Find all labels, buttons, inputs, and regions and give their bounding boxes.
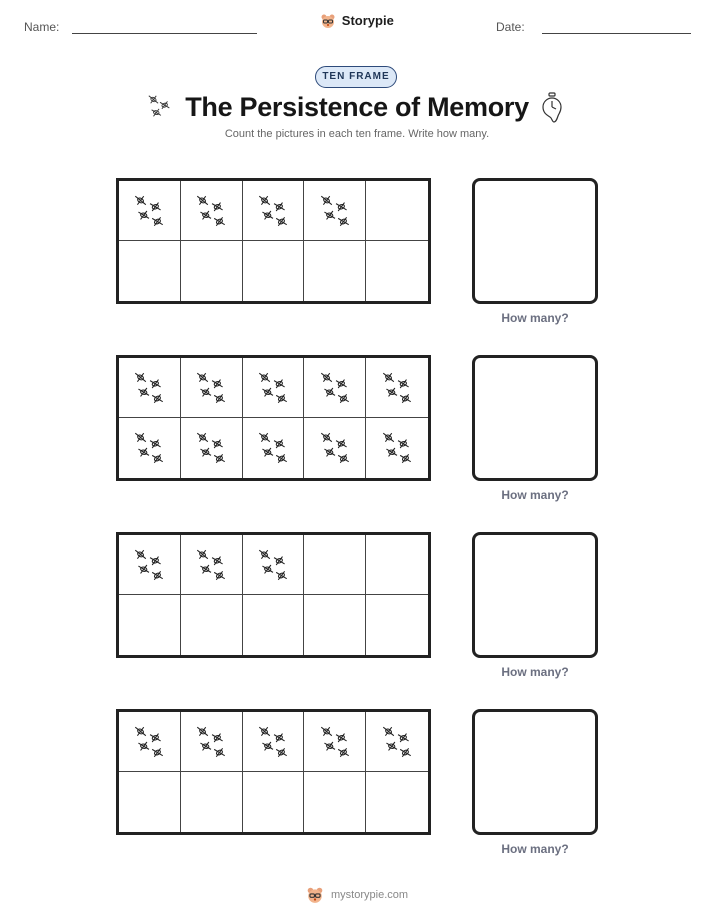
- ten-frame-cell: [119, 358, 181, 418]
- answer-box[interactable]: [472, 532, 598, 658]
- ten-frame-cell: [181, 418, 243, 478]
- ant-cluster-icon: [131, 723, 167, 761]
- ant-cluster-icon: [255, 369, 291, 407]
- answer-box[interactable]: [472, 709, 598, 835]
- page-title: The Persistence of Memory: [185, 92, 529, 122]
- ten-frame-cell: [366, 241, 428, 301]
- how-many-label: How many?: [501, 488, 569, 502]
- ten-frame-cell: [119, 418, 181, 478]
- ten-frame-cell: [119, 535, 181, 595]
- ten-frame-cell: [304, 712, 366, 772]
- how-many-label: How many?: [501, 842, 569, 856]
- ant-cluster-icon: [193, 369, 229, 407]
- footer: [0, 886, 714, 904]
- ten-frame-cell: [304, 358, 366, 418]
- ten-frame-cell: [181, 241, 243, 301]
- ten-frame-cell: [181, 772, 243, 832]
- ten-frame-cell: [119, 772, 181, 832]
- ten-frame-cell: [119, 712, 181, 772]
- ten-frame-cell: [366, 418, 428, 478]
- ten-frame-cell: [366, 712, 428, 772]
- date-label: Date:: [496, 20, 525, 34]
- ant-cluster-icon: [255, 723, 291, 761]
- ant-cluster-icon: [193, 192, 229, 230]
- ten-frame-cell: [181, 595, 243, 655]
- ten-frame-4: [116, 709, 431, 835]
- ten-frame-cell: [366, 595, 428, 655]
- ant-cluster-icon: [131, 192, 167, 230]
- ant-cluster-icon: [317, 429, 353, 467]
- brand-header: [0, 12, 714, 29]
- ten-frame-badge: TEN FRAME: [315, 66, 397, 88]
- ant-cluster-icon: [379, 429, 415, 467]
- ten-frame-cell: [366, 772, 428, 832]
- ten-frame-2: [116, 355, 431, 481]
- ant-cluster-icon: [131, 546, 167, 584]
- melting-clock-icon: [540, 92, 564, 124]
- answer-box[interactable]: [472, 178, 598, 304]
- ten-frame-3: [116, 532, 431, 658]
- ten-frame-cell: [366, 181, 428, 241]
- how-many-label: How many?: [501, 665, 569, 679]
- ten-frame-cell: [243, 181, 305, 241]
- storypie-logo-icon: [306, 886, 324, 904]
- ant-cluster-icon: [255, 192, 291, 230]
- ant-cluster-icon: [317, 369, 353, 407]
- ten-frame-cell: [243, 595, 305, 655]
- ten-frame-cell: [304, 595, 366, 655]
- footer-url: mystorypie.com: [331, 889, 409, 901]
- instructions: Count the pictures in each ten frame. Write how many.: [224, 128, 490, 140]
- ten-frame-cell: [243, 358, 305, 418]
- ten-frame-cell: [243, 772, 305, 832]
- name-label: Name:: [24, 20, 60, 34]
- ant-cluster-icon: [255, 546, 291, 584]
- ant-cluster-icon: [317, 192, 353, 230]
- ant-cluster-icon: [255, 429, 291, 467]
- ant-cluster-icon: [131, 429, 167, 467]
- ant-cluster-icon: [193, 723, 229, 761]
- ten-frame-cell: [181, 358, 243, 418]
- date-write-line[interactable]: [542, 33, 691, 34]
- ant-cluster-icon: [193, 429, 229, 467]
- ten-frame-cell: [243, 418, 305, 478]
- ten-frame-cell: [304, 181, 366, 241]
- how-many-label: How many?: [501, 311, 569, 325]
- ant-cluster-icon: [193, 546, 229, 584]
- ten-frame-1: [116, 178, 431, 304]
- ten-frame-cell: [119, 241, 181, 301]
- ten-frame-cell: [304, 535, 366, 595]
- ten-frame-cell: [181, 535, 243, 595]
- ten-frame-cell: [366, 358, 428, 418]
- ten-frame-cell: [366, 535, 428, 595]
- ten-frame-cell: [304, 241, 366, 301]
- ten-frame-cell: [181, 181, 243, 241]
- ant-cluster-icon: [379, 723, 415, 761]
- ant-cluster-icon: [317, 723, 353, 761]
- ant-cluster-icon: [379, 369, 415, 407]
- brand-name: Storypie: [341, 13, 394, 29]
- ant-cluster-icon: [131, 369, 167, 407]
- answer-box[interactable]: [472, 355, 598, 481]
- ten-frame-cell: [243, 241, 305, 301]
- ten-frame-cell: [304, 772, 366, 832]
- storypie-logo-icon: [320, 13, 336, 29]
- ten-frame-cell: [243, 535, 305, 595]
- ten-frame-cell: [181, 712, 243, 772]
- ten-frame-cell: [243, 712, 305, 772]
- ten-frame-cell: [119, 181, 181, 241]
- ten-frame-cell: [119, 595, 181, 655]
- ten-frame-cell: [304, 418, 366, 478]
- name-write-line[interactable]: [72, 33, 257, 34]
